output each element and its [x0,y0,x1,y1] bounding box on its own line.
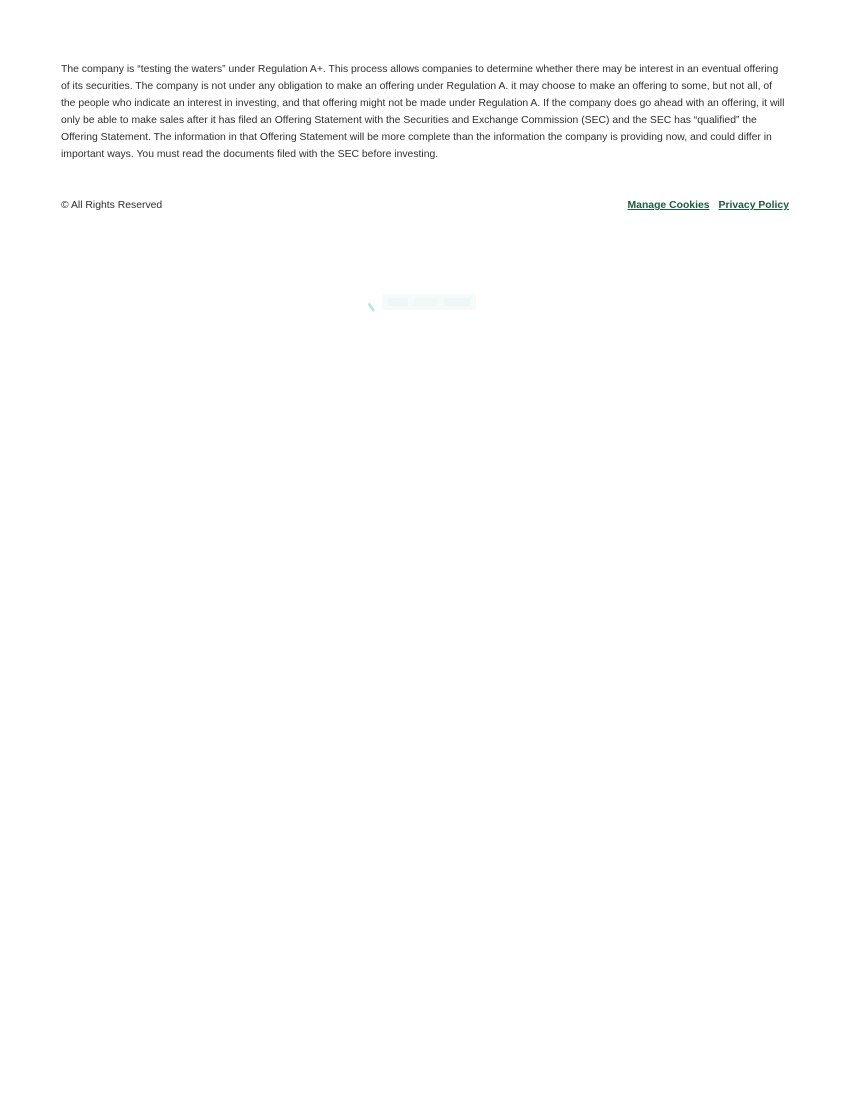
regulation-a-disclaimer: The company is “testing the waters” under Regulation A+. This process allows companies to determine whether there may be interest in an eventual offering of its securities. The company is not under any obligation to make an offering under Regulation A. it may choose to make an offering to some, but not all, of the people who indicate an interest in investing, and that offering might not be made under Regulation A. If the company does go ahead with an offering, it will only be able to make sales after it has filed an Offering Statement with the Securities and Exchange Commission (SEC) and the SEC has “qualified” the Offering Statement. The information in that Offering Statement will be more complete than the information the company is providing now, and could differ in important ways. You must read the documents filed with the SEC before investing. [61,64,785,160]
footer [61,197,789,214]
privacy-policy-link[interactable]: Privacy Policy [718,200,789,211]
brand-logo-icon [366,288,482,316]
copyright-notice: © All Rights Reserved [61,200,163,211]
footer-links [628,200,789,211]
manage-cookies-link[interactable]: Manage Cookies [627,200,710,211]
